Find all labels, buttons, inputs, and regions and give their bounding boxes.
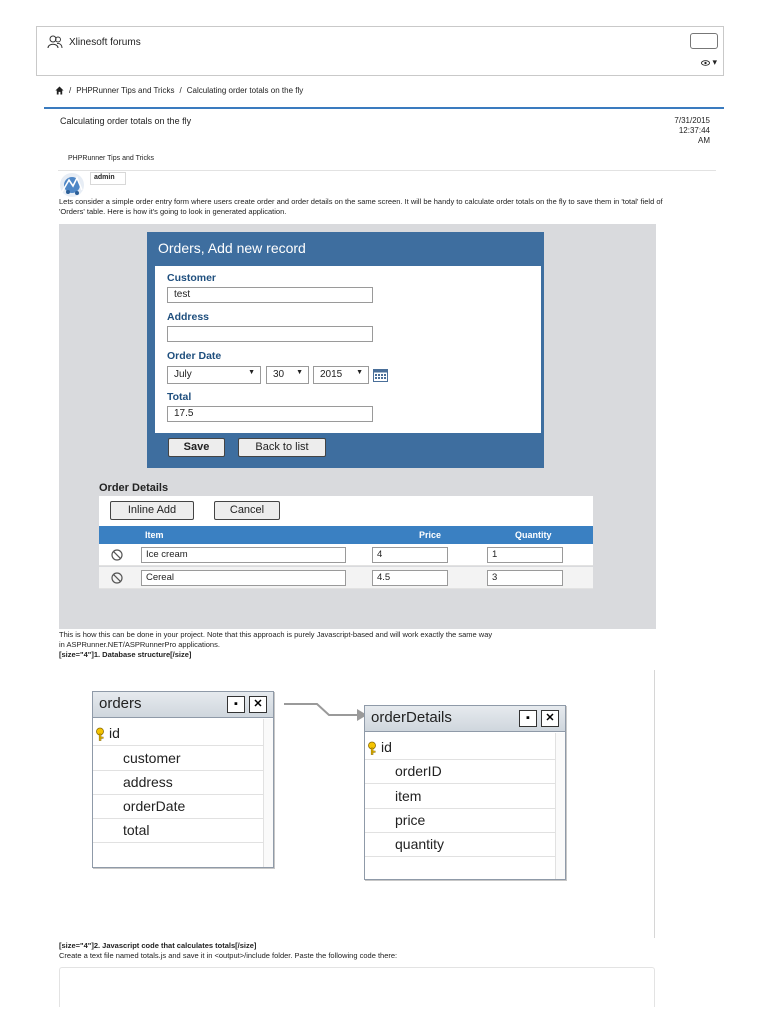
- orders-field-customer: [93, 747, 263, 771]
- breadcrumb: [55, 86, 303, 95]
- orders-field-customer-label: customer: [123, 750, 181, 766]
- brand-link[interactable]: [47, 35, 141, 49]
- author-name[interactable]: admin: [90, 172, 126, 185]
- customer-label: Customer: [167, 272, 217, 284]
- item-cell[interactable]: Ice cream: [141, 547, 346, 563]
- orderdetails-field-price: [365, 809, 555, 833]
- post-divider: [58, 170, 716, 171]
- minimize-icon[interactable]: ▪: [227, 696, 245, 713]
- post-date-time: 12:37:44: [678, 126, 710, 135]
- column-header-quantity[interactable]: Quantity: [515, 530, 552, 540]
- post-date-ampm: AM: [698, 136, 710, 145]
- order-details-toolbar: [99, 496, 593, 526]
- key-icon: [95, 727, 109, 741]
- section-heading-javascript: [size="4"]2. Javascript code that calculates totals[/size]: [59, 941, 257, 950]
- year-value: 2015: [320, 369, 343, 380]
- price-cell[interactable]: 4: [372, 547, 448, 563]
- dropdown-arrow-icon: ▼: [248, 369, 255, 376]
- orderdetails-scrollbar[interactable]: [555, 733, 565, 879]
- breadcrumb-separator: /: [69, 86, 72, 95]
- note-line-1: This is how this can be done in your project. Note that this approach is purely Javascript-based and will work exactly the same way: [59, 630, 493, 639]
- month-select[interactable]: [167, 366, 261, 384]
- price-cell[interactable]: 4.5: [372, 570, 448, 586]
- orders-field-total: [93, 819, 263, 843]
- table-row: [99, 544, 593, 566]
- add-record-panel: [147, 232, 544, 468]
- brand-name: Xlinesoft forums: [69, 36, 141, 48]
- orders-field-total-label: total: [123, 822, 150, 838]
- calendar-icon[interactable]: [373, 368, 388, 382]
- section-heading-database: [size="4"]1. Database structure[/size]: [59, 650, 192, 659]
- month-value: July: [174, 369, 192, 380]
- total-label: Total: [167, 391, 192, 403]
- orders-table-name: orders: [99, 695, 142, 712]
- dropdown-arrow-icon: ▼: [356, 369, 363, 376]
- orders-field-orderdate-label: orderDate: [123, 798, 186, 814]
- view-options-menu[interactable]: [701, 57, 717, 68]
- breadcrumb-topic: Calculating order totals on the fly: [186, 86, 304, 95]
- post-intro-text: Lets consider a simple order entry form where users create order and order details on the same screen. It will be handy to calculate order totals on the fly to save them in 'total' field of 'Orders' table. Here is how it's going to look in generated application.: [59, 197, 663, 216]
- column-header-price[interactable]: Price: [419, 530, 442, 540]
- year-select[interactable]: [313, 366, 369, 384]
- customer-input[interactable]: test: [167, 287, 373, 303]
- orderdetails-table-window[interactable]: [364, 705, 566, 880]
- section-2-text: [59, 941, 679, 961]
- breadcrumb-forum-link[interactable]: PHPRunner Tips and Tricks: [76, 86, 175, 95]
- breadcrumb-separator: /: [179, 86, 182, 95]
- dropdown-arrow-icon: ▼: [296, 369, 303, 376]
- orderdetails-table-name: orderDetails: [371, 709, 452, 726]
- day-select[interactable]: [266, 366, 309, 384]
- item-cell[interactable]: Cereal: [141, 570, 346, 586]
- code-block[interactable]: [59, 967, 655, 1007]
- chevron-down-icon: ▾: [712, 57, 717, 67]
- note-line-2: in ASPRunner.NET/ASPRunnerPro applications.: [59, 640, 220, 649]
- table-row: [99, 567, 593, 589]
- quantity-cell[interactable]: 1: [487, 547, 563, 563]
- order-date-label: Order Date: [167, 350, 222, 362]
- delete-icon[interactable]: [111, 572, 123, 584]
- header-divider: [44, 107, 724, 109]
- orders-table-header: [93, 692, 273, 718]
- add-record-title: Orders, Add new record: [158, 240, 306, 256]
- orderdetails-table-header: [365, 706, 565, 732]
- orderdetails-field-price-label: price: [395, 812, 426, 828]
- users-icon: [47, 35, 63, 49]
- post-note-text: [59, 630, 679, 660]
- inline-add-button[interactable]: Inline Add: [110, 501, 194, 520]
- orderdetails-field-id: [365, 736, 555, 760]
- orderdetails-field-item: [365, 785, 555, 809]
- address-input[interactable]: [167, 326, 373, 342]
- database-diagram-screenshot: [59, 670, 655, 938]
- order-form-screenshot: [59, 224, 656, 629]
- orderdetails-field-id-label: id: [381, 739, 392, 755]
- orders-field-address-label: address: [123, 774, 173, 790]
- post-date-day: 7/31/2015: [674, 116, 710, 125]
- orders-field-id-label: id: [109, 725, 120, 741]
- order-details-title: Order Details: [99, 482, 169, 494]
- orderdetails-field-quantity: [365, 833, 555, 857]
- key-icon: [367, 741, 381, 755]
- author-avatar[interactable]: [59, 172, 85, 198]
- orderdetails-field-orderid-label: orderID: [395, 763, 442, 779]
- search-toggle-button[interactable]: [690, 33, 718, 49]
- orders-field-id: [93, 722, 263, 746]
- close-icon[interactable]: ✕: [541, 710, 559, 727]
- column-header-item[interactable]: Item: [145, 530, 164, 540]
- save-button[interactable]: Save: [168, 438, 225, 457]
- back-to-list-button[interactable]: Back to list: [238, 438, 326, 457]
- home-icon[interactable]: [55, 86, 64, 95]
- orders-field-address: [93, 771, 263, 795]
- address-label: Address: [167, 311, 210, 323]
- eye-icon: [701, 60, 710, 66]
- post-forum-link[interactable]: PHPRunner Tips and Tricks: [68, 155, 154, 162]
- orders-field-orderdate: [93, 795, 263, 819]
- day-value: 30: [273, 369, 285, 380]
- quantity-cell[interactable]: 3: [487, 570, 563, 586]
- post-title: Calculating order totals on the fly: [60, 116, 192, 126]
- total-input[interactable]: 17.5: [167, 406, 373, 422]
- order-details-header: [99, 526, 593, 544]
- section-2-instructions: Create a text file named totals.js and save it in <output>/include folder. Paste the following code there:: [59, 951, 398, 960]
- orders-table-window[interactable]: [92, 691, 274, 868]
- delete-icon[interactable]: [111, 549, 123, 561]
- post-date: [674, 116, 710, 146]
- top-navbar: [36, 26, 724, 76]
- orderdetails-field-item-label: item: [395, 788, 422, 804]
- orders-scrollbar[interactable]: [263, 719, 273, 867]
- add-record-form: [155, 266, 541, 433]
- minimize-icon[interactable]: ▪: [519, 710, 537, 727]
- orderdetails-field-quantity-label: quantity: [395, 836, 445, 852]
- close-icon[interactable]: ✕: [249, 696, 267, 713]
- cancel-button[interactable]: Cancel: [214, 501, 280, 520]
- orderdetails-field-orderid: [365, 760, 555, 784]
